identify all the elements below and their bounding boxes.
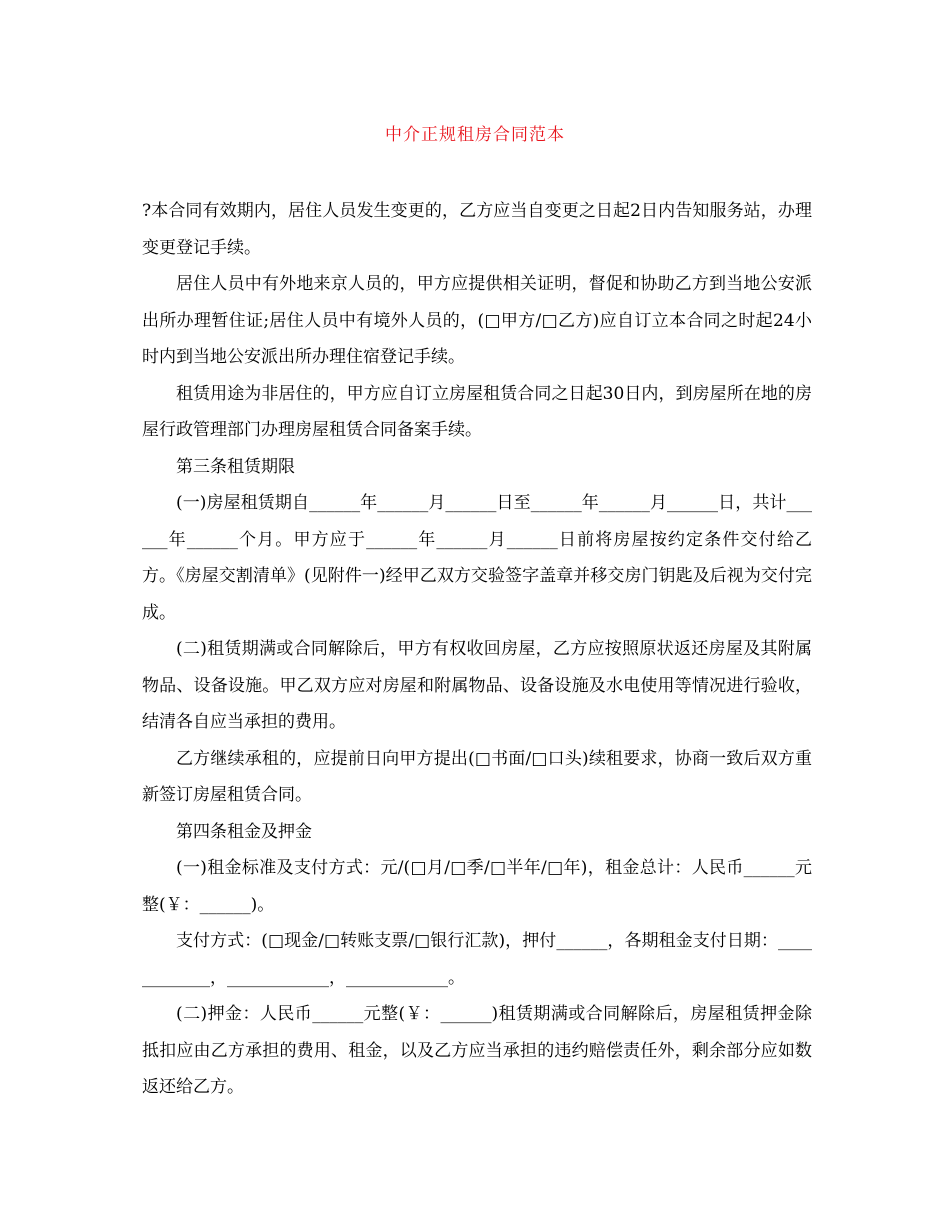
paragraph: 支付方式：(□现金/□转账支票/□银行汇款)，押付______，各期租金支付日期：____________，____________，____________。 (142, 931, 812, 988)
paragraph: 居住人员中有外地来京人员的，甲方应提供相关证明，督促和协助乙方到当地公安派出所办理暂住证;居住人员中有境外人员的，(□甲方/□乙方)应自订立本合同之时起24小时内到当地公安派出所办理住宿登记手续。 (142, 274, 812, 367)
paragraph: 租赁用途为非居住的，甲方应自订立房屋租赁合同之日起30日内，到房屋所在地的房屋行政管理部门办理房屋租赁合同备案手续。 (142, 383, 812, 440)
section-heading: 第三条租赁期限 (176, 456, 295, 477)
paragraph: (二)押金：人民币______元整(￥：______)租赁期满或合同解除后，房屋租赁押金除抵扣应由乙方承担的费用、租金，以及乙方应当承担的违约赔偿责任外，剩余部分应如数返还给乙方。 (142, 1004, 812, 1097)
paragraph: (一)租金标准及支付方式：元/(□月/□季/□半年/□年)，租金总计：人民币______元整(￥：______)。 (142, 858, 812, 915)
paragraph: (一)房屋租赁期自______年______月______日至______年______月______日，共计______年______个月。甲方应于______年______月______日前将房屋按约定条件交付给乙方。《房屋交割清单》(见附件一)经甲乙双方交验签字盖章并移交房门钥匙及后视为交付完成。 (142, 493, 812, 623)
paragraph: 乙方继续承租的，应提前日向甲方提出(□书面/□口头)续租要求，协商一致后双方重新签订房屋租赁合同。 (142, 748, 812, 805)
document-title: 中介正规租房合同范本 (385, 125, 565, 145)
paragraph: (二)租赁期满或合同解除后，甲方有权收回房屋，乙方应按照原状返还房屋及其附属物品、设备设施。甲乙双方应对房屋和附属物品、设备设施及水电使用等情况进行验收，结清各自应当承担的费用。 (142, 639, 812, 732)
document-body (142, 193, 812, 1106)
paragraph: ?本合同有效期内，居住人员发生变更的，乙方应当自变更之日起2日内告知服务站，办理变更登记手续。 (142, 201, 812, 258)
section-heading: 第四条租金及押金 (176, 821, 312, 842)
